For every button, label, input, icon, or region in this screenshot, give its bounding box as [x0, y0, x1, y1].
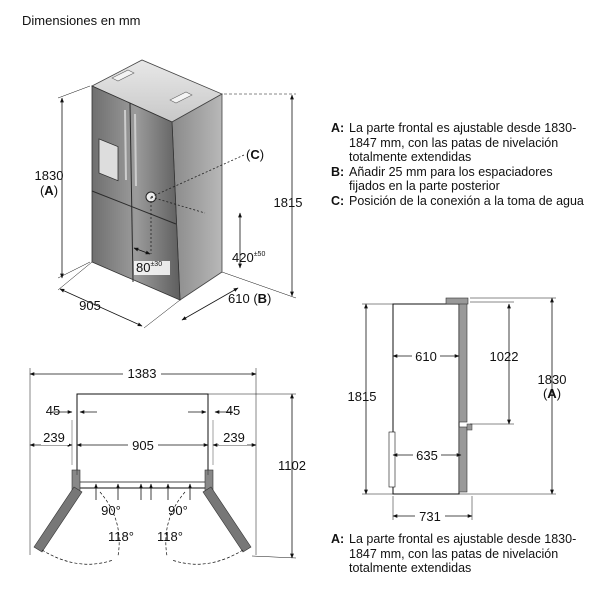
note-text: Posición de la conexión a la toma de agua: [349, 193, 584, 208]
iso-height-front-label: 1830: [34, 168, 64, 183]
side-height-front-ref: (A): [542, 386, 562, 401]
note-key: C:: [331, 193, 345, 208]
angle-max-right: 118°: [157, 529, 183, 544]
note-key: A:: [331, 532, 345, 546]
note-key: A:: [331, 121, 345, 135]
page-title: Dimensiones en mm: [22, 13, 141, 28]
iso-height-front-ref-letter: A: [44, 183, 54, 198]
iso-depth-ref: B: [257, 291, 268, 306]
iso-connection-height-value: 420: [232, 250, 254, 265]
iso-depth-value: 610: [228, 291, 250, 306]
iso-connection-ref-letter: C: [250, 147, 260, 162]
iso-connection-offset-tol: ±30: [150, 261, 163, 268]
top-total-width: 1383: [127, 366, 157, 381]
top-door-swing-right: 239: [223, 430, 245, 445]
side-upper-depth: 610: [415, 349, 437, 364]
side-total-depth: 731: [419, 509, 441, 524]
top-body-width: 905: [132, 438, 154, 453]
side-lower-depth: 635: [416, 448, 438, 463]
note-key: B:: [331, 164, 345, 179]
note-text: La parte frontal es ajustable desde 1830-1847 mm, con las patas de nivelación totalmente extendidas: [349, 121, 577, 164]
iso-connection-offset-value: 80: [136, 260, 151, 275]
right-door-open: [203, 487, 251, 552]
iso-height-front-ref: (A): [39, 183, 59, 198]
iso-connection-ref: (C): [246, 147, 265, 162]
iso-height-rear-label: 1815: [273, 195, 303, 210]
iso-connection-height-tol: ±50: [253, 251, 266, 258]
top-side-clearance-right: 45: [225, 403, 241, 418]
top-total-depth: 1102: [278, 458, 306, 473]
note-text: La parte frontal es ajustable desde 1830-1847 mm, con las patas de nivelación totalmente extendidas: [349, 532, 577, 575]
side-height-front: 1830: [537, 372, 567, 387]
left-door-open: [34, 487, 82, 552]
side-height-rear: 1815: [347, 389, 377, 404]
iso-fridge-view: [35, 60, 303, 328]
angle-max-left: 118°: [108, 529, 134, 544]
side-height-front-ref-letter: A: [547, 386, 557, 401]
note-text: Añadir 25 mm para los espaciadores fijados en la parte posterior: [349, 164, 553, 193]
iso-depth-label: 610 (B): [228, 291, 272, 306]
iso-connection-height: [232, 250, 265, 265]
side-view-body: [393, 304, 459, 494]
water-dispenser: [99, 139, 118, 181]
side-upper-height: 1022: [489, 349, 519, 364]
top-side-clearance-left: 45: [45, 403, 61, 418]
top-view: [30, 366, 306, 564]
side-view: [348, 298, 567, 524]
angle-open-right: 90°: [168, 503, 188, 518]
angle-open-left: 90°: [101, 503, 121, 518]
iso-width-label: 905: [79, 298, 101, 313]
fridge-side: [172, 94, 222, 300]
top-door-swing-left: 239: [43, 430, 65, 445]
